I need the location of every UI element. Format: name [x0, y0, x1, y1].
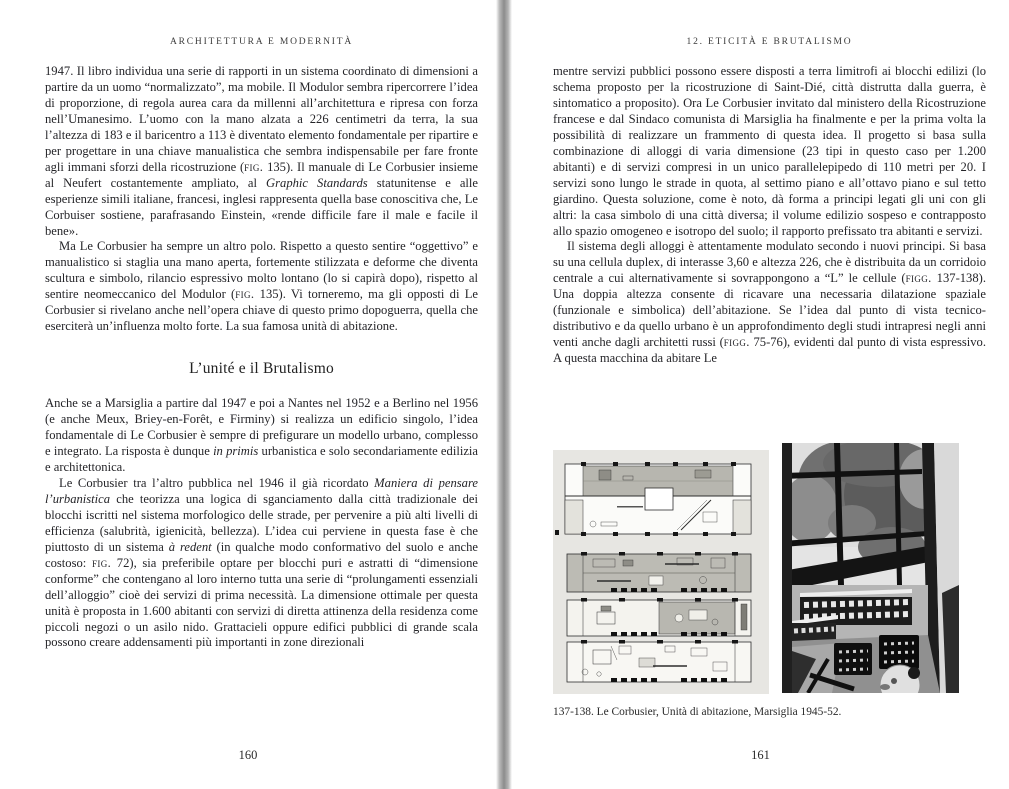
section-heading: L’unité e il Brutalismo [189, 360, 334, 378]
body-paragraph: Il sistema degli alloggi è attentamente modulato secondo i nuovi principi. Si basa su una cellula duplex, di interasse 3,60 e altezza 226, che è distribuita da un corridoio centrale a cui alternativamente si sovrappongono a “L” le cellule (figg. 137-138). Una doppia altezza consente di ricavare una necessaria dilatazione spaziale (funzionale e simbolica) dell’abitazione. Se l’idea dal punto di vista tecnico-distributivo e da quello urbano è un approfondimento degli studi intrapresi negli anni venti anche dagli architetti russi (figg. 75-76), evidenti dal punto di vista espressivo. A questa macchina da abitare Le [553, 239, 986, 366]
body-paragraph: Anche se a Marsiglia a partire dal 1947 e poi a Nantes nel 1952 e a Berlino nel 1956 (e anche Meux, Briey-en-Forêt, e Firminy) si realizza un edificio singolo, l’idea fondamentale di Le Corbusier è sempre di prefigurare un modello urbano, complesso e integrato. La risposta è dunque in primis urbanistica e solo secondariamente edilizia e architettonica. [45, 396, 478, 474]
body-paragraph: Ma Le Corbusier ha sempre un altro polo. Rispetto a questo sentire “oggettivo” e manualistico si staglia una mano aperta, fortemente stilizzata e deforme che diventa scultura e simbolo, rilancio espressivo molto lontano (lo si capirà dopo), rispetto al sentire neomeccanico del Modulor (fig. 135). Vi torneremo, ma gli opposti di Le Corbusier si rivelano anche nell’opera chiave di questo primo dopoguerra, quella che eserciterà un’influenza molto forte. La sua famosa unità di abitazione. [45, 239, 478, 334]
floor-plans-figure [553, 450, 769, 694]
interior-photograph [782, 443, 959, 693]
left-running-header: ARCHITETTURA E MODERNITÀ [169, 37, 354, 47]
body-paragraph: mentre servizi pubblici possono essere disposti a terra limitrofi ai blocchi edilizi (lo schema proposto per la ricostruzione di Saint-Dié, città distrutta dalla guerra, è sintomatico a proposito). Ora Le Corbusier invitato dal ministero della Ricostruzione francese e dal Sindaco comunista di Marsiglia ha finalmente e per la prima volta la possibilità di realizzare un frammento di questa idea. Il progetto si basa sulla combinazione di alloggi di varia dimensione (23 tipi in questo caso per 1.200 abitanti) e di servizi compresi in un unico parallelepipedo di 110 metri per 20. I servizi sono lungo le strade in quota, al settimo piano e all’ottavo piano e sul tetto giardino. Questa soluzione, come è noto, dà forma a principi legati gli uni con gli altri: la casa simbolo di una città diversa; il volume edilizio sospeso e contrapposto allo spazio omogeneo e isotropo del suolo; il rapporto prefissato tra abitanti e servizi. [553, 64, 986, 238]
book-gutter-shadow [496, 0, 512, 789]
body-paragraph: 1947. Il libro individua una serie di rapporti in un sistema coordinato di dimensioni a partire da un uomo “normalizzato”, ma mobile. Il Modulor sembra ripercorrere l’idea di proporzione, di regola aurea cara da millenni all’architettura e ripresa con forza nell’Umanesimo. L’uomo con la mano alzata a 226 centimetri da terra, la sua l’altezza di 183 e il baricentro a 113 è diventato elemento fondamentale per ripartire e per progettare in una chiave manualistica che sembra indispensabile per fare fronte agli immani sforzi della ricostruzione (fig. 135). Il manuale di Le Corbusier insieme al Neufert costantemente ampliato, al Graphic Standards statunitense e alle esperienze simili italiane, francesi, inglesi rappresenta quella base conoscitiva che, Le Corbuiser sostiene, parafrasando Einstein, «rende difficile fare il male e facile il bene». [45, 64, 478, 238]
interior-photo-figure [782, 443, 959, 693]
left-text-column [45, 64, 478, 754]
left-page [0, 0, 496, 789]
right-text-column [553, 64, 986, 440]
left-page-number: 160 [238, 748, 258, 762]
floor-plans-drawing [553, 450, 769, 694]
right-page [512, 0, 1009, 789]
right-running-header: 12. ETICITÀ E BRUTALISMO [686, 37, 853, 47]
body-paragraph: Le Corbusier tra l’altro pubblica nel 1946 il già ricordato Maniera di pensare l’urbanistica che teorizza una logica di sganciamento dalla città tradizionale dei blocchi iscritti nel sistema morfologico delle strade, per pervenire a più alti livelli di efficienza (salubrità, igienicità, bellezza). L’idea cui perviene in questa fase è che piuttosto di un sistema à redent (in qualche modo conformativo del suolo e anche costoso: fig. 72), sia preferibile optare per blocchi puri e astratti di “dimensione conforme” che contengano al loro interno tutta una serie di “prolungamenti essenziali dell’alloggio” cioè dei servizi di prima necessità. La dimensione ottimale per questa unità è proposta in 1.600 abitanti con servizi di diretta attinenza della residenza come piccoli negozi o un asilo nido. Grattacieli oppure edifici pubblici di grande scala possono creare addensamenti più importanti in zone direzionali [45, 475, 478, 650]
figure-caption: 137-138. Le Corbusier, Unità di abitazione, Marsiglia 1945-52. [553, 706, 842, 718]
right-page-number: 161 [751, 748, 770, 762]
